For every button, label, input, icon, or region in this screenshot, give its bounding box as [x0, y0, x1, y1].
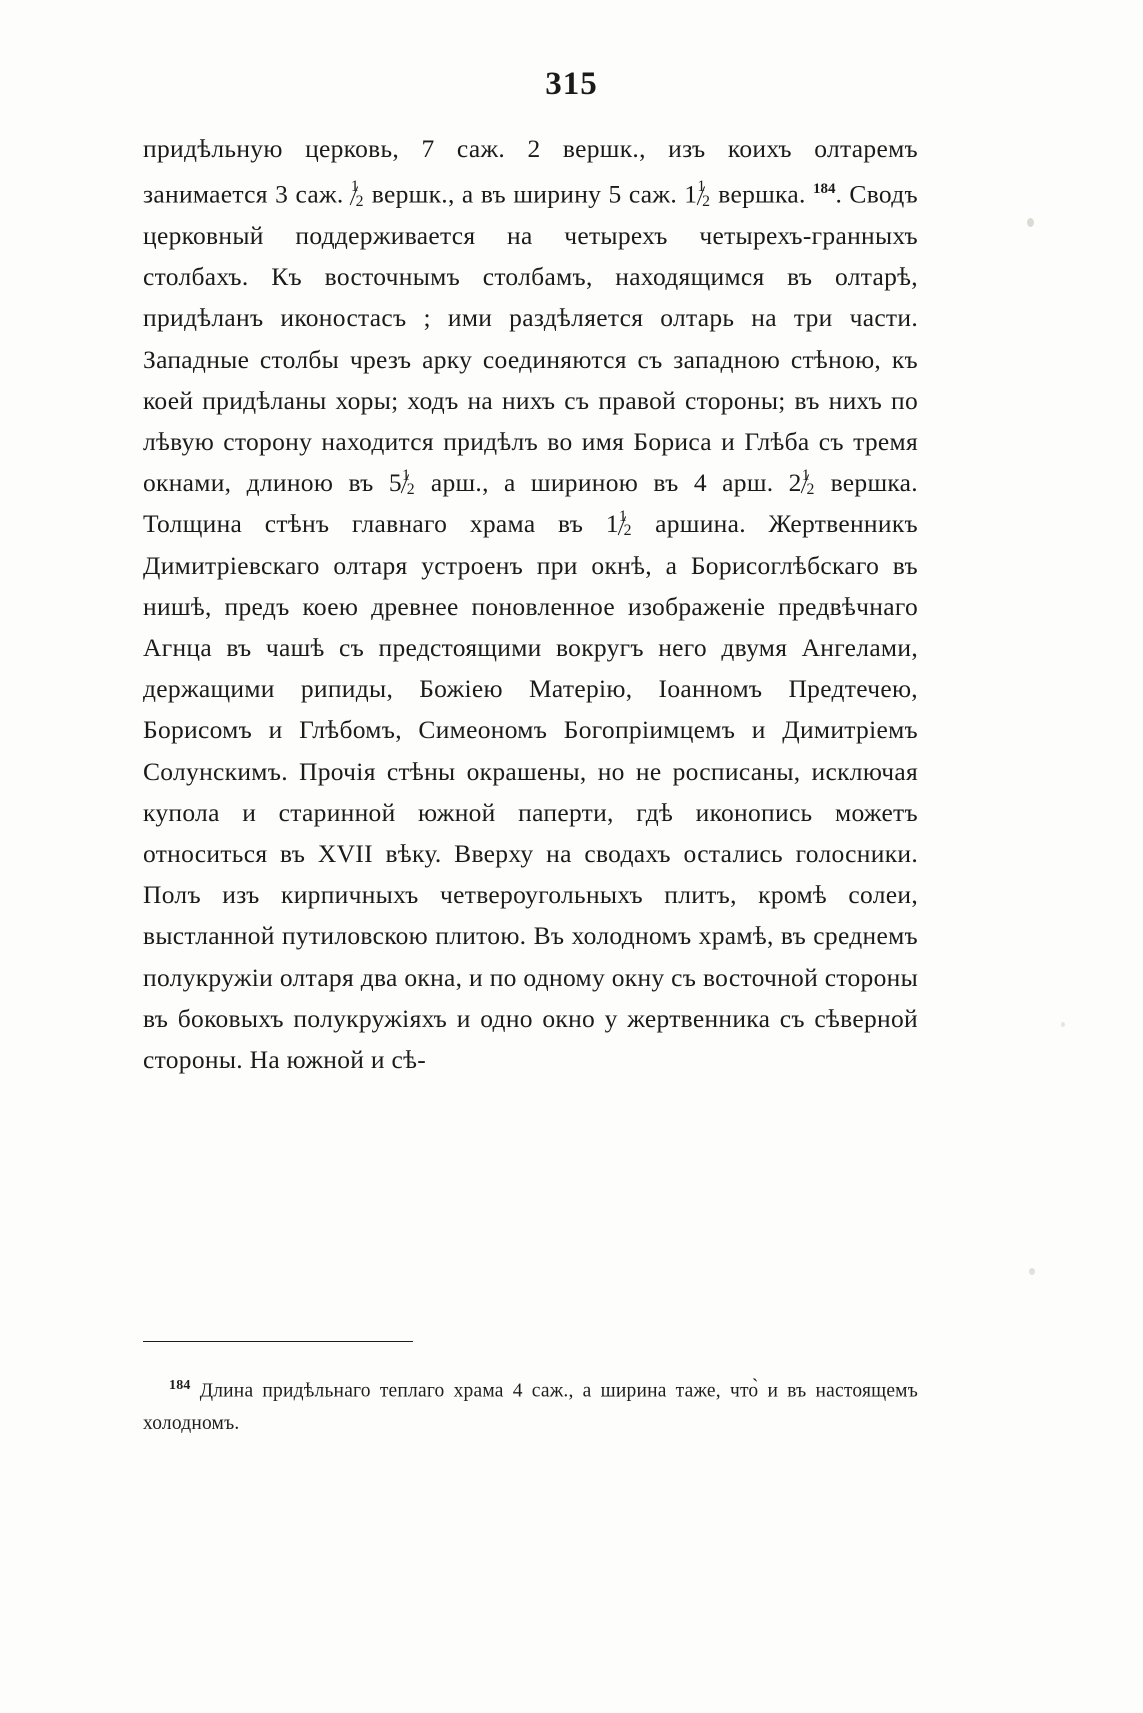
fraction-numerator: 1 [350, 178, 360, 196]
paper-speck [1029, 1268, 1035, 1275]
fraction-numerator: 1 [401, 466, 411, 484]
body-text-block [143, 128, 918, 1080]
fraction-denominator: 2 [806, 481, 815, 499]
body-text-segment-6: вершка. Толщина стѣнъ главнаго храма въ 1 [143, 468, 918, 539]
body-paragraph [143, 128, 918, 1080]
fraction-denominator: 2 [355, 192, 364, 210]
fraction-denominator: 2 [406, 481, 415, 499]
page-number: 315 [545, 66, 598, 102]
body-text-segment-4: . Сводъ церковный поддерживается на четырехъ четырехъ-гранныхъ столбахъ. Къ восточнымъ столбамъ, находящимся въ олтарѣ, придѣланъ иконостасъ ; ими раздѣляется олтарь на три части. Западные столбы чрезъ арку соединяются съ западною стѣною, къ коей придѣланы хоры; ходъ на нихъ съ правой стороны; въ нихъ по лѣвую сторону находится придѣлъ во имя Бориса и Глѣба съ тремя окнами, длиною въ 5 [143, 179, 918, 498]
footnote-reference-marker[interactable]: 184 [812, 181, 836, 198]
body-text-segment-5: арш., а шириною въ 4 арш. 2 [415, 468, 802, 498]
footnote-separator-rule [143, 1341, 413, 1342]
footnote-block [143, 1370, 918, 1440]
paper-speck [1027, 218, 1034, 227]
body-text-segment-7: аршина. Жертвенникъ Димитріевскаго олтаря устроенъ при окнѣ, а Борисоглѣбскаго въ нишѣ, предъ коею древнее поновленное изображеніе предвѣчнаго Агнца въ чашѣ съ предстоящими вокругъ него двумя Ангелами, держащими рипиды, Божіею Матерію, Іоанномъ Предтечею, Борисомъ и Глѣбомъ, Симеономъ Богопріимцемъ и Димитріемъ Солунскимъ. Прочія стѣны окрашены, но не росписаны, исключая купола и старинной южной паперти, гдѣ иконопись можетъ относиться въ XVII вѣку. Вверху на сводахъ остались голосники. Полъ изъ кирпичныхъ четвероугольныхъ плитъ, кромѣ солеи, выстланной путиловскою плитою. Въ холодномъ храмѣ, въ среднемъ полукружіи олтаря два окна, и по одному окну съ восточной стороны въ боковыхъ полукружіяхъ и одно окно у жертвенника съ сѣверной стороны. На южной и сѣ- [143, 509, 918, 1074]
body-text-segment-3: вершка. [710, 179, 813, 209]
fraction-numerator: 1 [618, 507, 628, 525]
fraction-one-half-b [697, 178, 711, 210]
body-text-segment-1: придѣльную церковь, 7 саж. 2 вершк., изъ коихъ олтаремъ занимается 3 саж. [143, 134, 918, 209]
fraction-one-half-a [350, 178, 365, 210]
footnote-number: 184 [169, 1378, 191, 1393]
fraction-one-half-d [801, 466, 816, 499]
fraction-one-half-c [401, 466, 416, 499]
footnote-body: Длина придѣльнаго теплаго храма 4 саж., а ширина таже, что̀ и въ настоящемъ холодномъ. [143, 1380, 919, 1434]
body-text-segment-2: вершк., а въ ширину 5 саж. 1 [364, 179, 698, 209]
fraction-one-half-e [618, 507, 633, 540]
fraction-numerator: 1 [697, 178, 706, 196]
footnote-text [143, 1370, 918, 1440]
fraction-numerator: 1 [801, 466, 810, 484]
paper-speck [1061, 1022, 1065, 1027]
fraction-denominator: 2 [623, 522, 632, 540]
fraction-denominator: 2 [702, 192, 711, 210]
